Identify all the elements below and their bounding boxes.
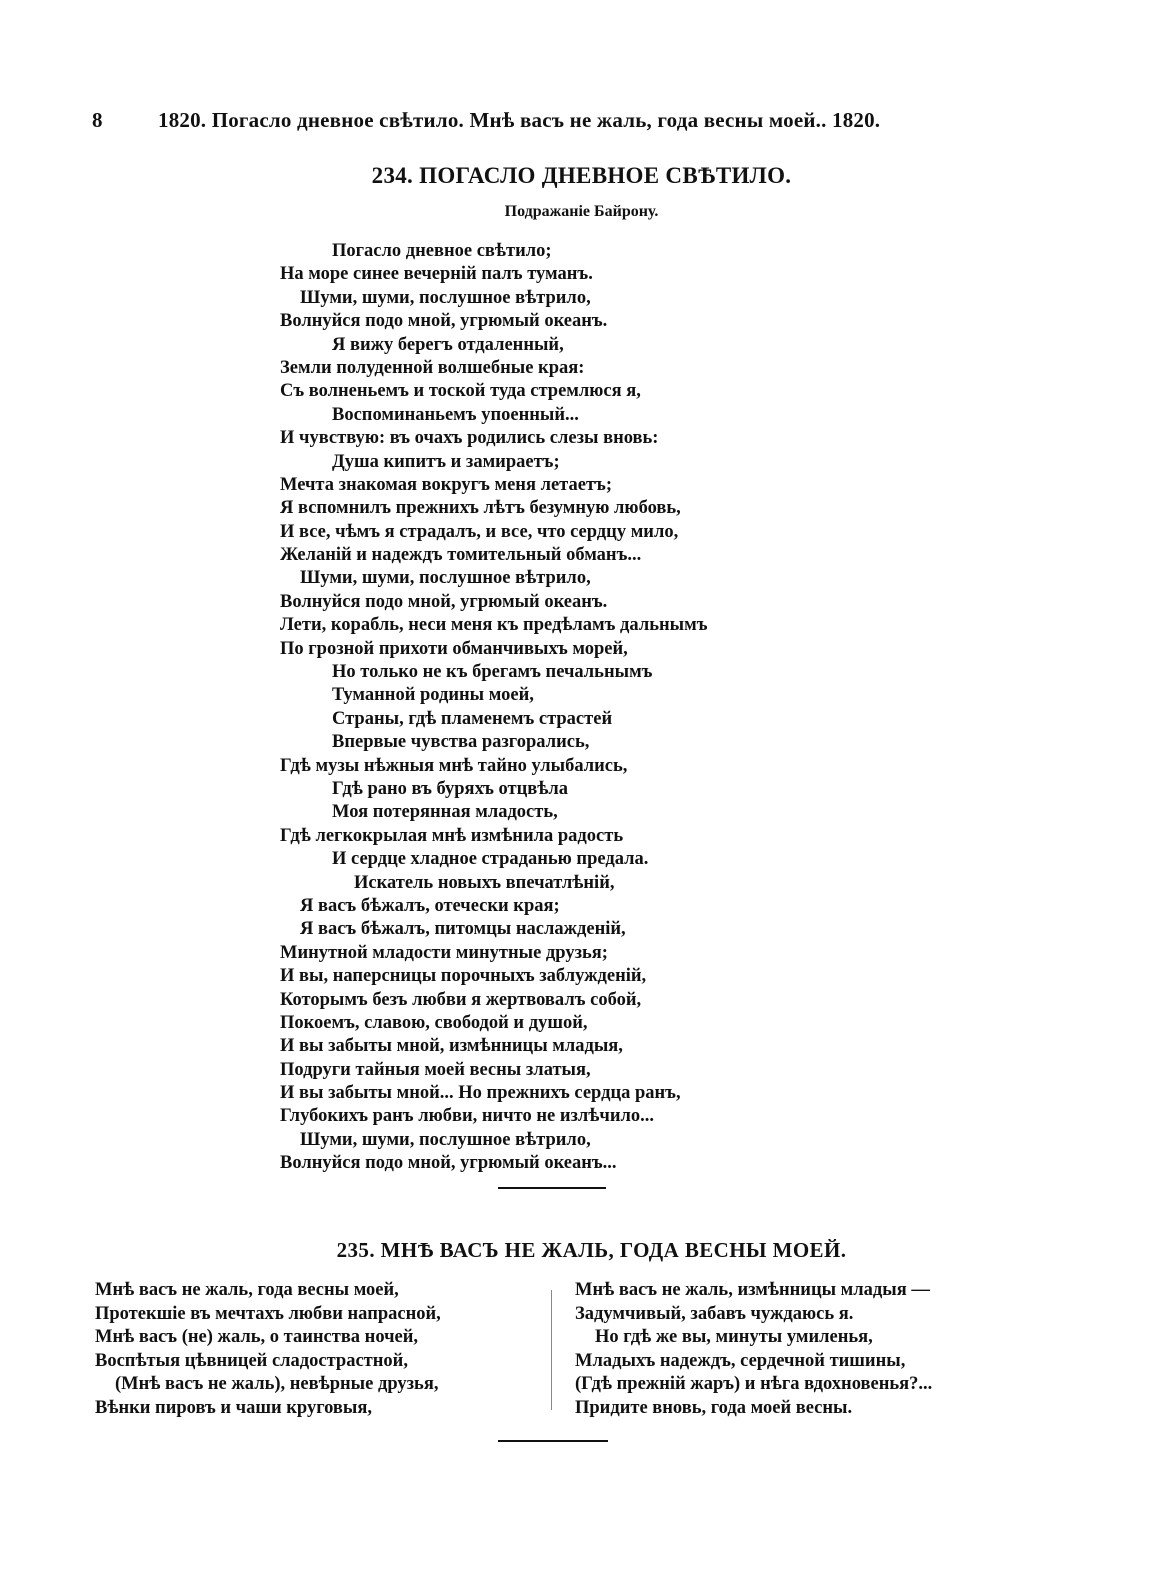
poem-line: Мнѣ васъ не жаль, года весны моей, <box>95 1280 399 1300</box>
poem-line: Впервые чувства разгорались, <box>332 732 590 753</box>
end-divider <box>498 1440 608 1442</box>
poem-line: Воспѣтыя цѣвницей сладострастной, <box>95 1350 408 1371</box>
poem-line: Гдѣ рано въ буряхъ отцвѣла <box>332 778 569 799</box>
poem-line: Волнуйся подо мной, угрюмый океанъ. <box>280 311 608 332</box>
running-title: 1820. Погасло дневное свѣтило. Мнѣ васъ не жаль, года весны моей.. 1820. <box>158 108 881 132</box>
poem-line: Туманной родины моей, <box>332 685 534 706</box>
poem-line: Я васъ бѣжалъ, отечески края; <box>300 895 560 916</box>
poem-line: Подруги тайныя моей весны златыя, <box>280 1059 591 1080</box>
poem-line: И все, чѣмъ я страдалъ, и все, что сердцу мило, <box>280 521 679 542</box>
poem-line: Душа кипитъ и замираетъ; <box>332 451 560 472</box>
poem-line: Протекшіе въ мечтахъ любви напрасной, <box>95 1303 441 1324</box>
poem-line: Которымъ безъ любви я жертвовалъ собой, <box>280 989 642 1010</box>
poem-line: Но гдѣ же вы, минуты умиленья, <box>595 1327 873 1348</box>
column-rule <box>551 1290 552 1410</box>
poem-line: Шуми, шуми, послушное вѣтрило, <box>300 568 591 589</box>
poem-line: Я вспомнилъ прежнихъ лѣтъ безумную любовь, <box>280 498 681 519</box>
poem-line: Съ волненьемъ и тоской туда стремлюся я, <box>280 381 641 402</box>
poem-line: И чувствую: въ очахъ родились слезы вновь: <box>280 428 659 449</box>
poem-line: Минутной младости минутные друзья; <box>280 942 608 963</box>
poem-line: На море синее вечерній палъ туманъ. <box>280 264 593 285</box>
poem-line: И сердце хладное страданью предала. <box>332 849 649 870</box>
poem-line: По грозной прихоти обманчивыхъ морей, <box>280 638 628 659</box>
poem-235-title: 235. МНѢ ВАСЪ НЕ ЖАЛЬ, ГОДА ВЕСНЫ МОЕЙ. <box>336 1238 847 1262</box>
poem-line: Я вижу берегъ отдаленный, <box>332 334 564 355</box>
poem-line: Младыхъ надеждъ, сердечной тишины, <box>575 1350 906 1371</box>
poem-line: (Мнѣ васъ не жаль), невѣрные друзья, <box>115 1374 439 1395</box>
poem-line: Лети, корабль, неси меня къ предѣламъ дальнымъ <box>280 615 708 636</box>
poem-line: Мнѣ васъ не жаль, измѣнницы младыя — <box>575 1280 930 1300</box>
poem-235-left-column <box>95 1279 535 1421</box>
poem-line: Вѣнки пировъ и чаши круговыя, <box>95 1397 373 1418</box>
poem-line: Волнуйся подо мной, угрюмый океанъ. <box>280 591 608 612</box>
poem-line: Искатель новыхъ впечатлѣній, <box>354 872 615 893</box>
poem-line: Шуми, шуми, послушное вѣтрило, <box>300 1129 591 1150</box>
poem-line: Но только не къ брегамъ печальнымъ <box>332 662 653 683</box>
poem-234-title: 234. ПОГАСЛО ДНЕВНОЕ СВѢТИЛО. <box>371 163 792 188</box>
poem-line: Глубокихъ ранъ любви, ничто не излѣчило... <box>280 1106 655 1127</box>
poem-line: Желаній и надеждъ томительный обманъ... <box>280 545 642 566</box>
poem-line: Шуми, шуми, послушное вѣтрило, <box>300 287 591 308</box>
poem-line: Земли полуденной волшебные края: <box>280 357 585 378</box>
poem-234-body <box>280 240 840 1176</box>
poem-235-right-column <box>575 1279 1035 1421</box>
poem-line: Гдѣ музы нѣжныя мнѣ тайно улыбались, <box>280 755 628 776</box>
poem-line: Придите вновь, года моей весны. <box>575 1397 853 1418</box>
poem-line: И вы забыты мной... Но прежнихъ сердца ранъ, <box>280 1083 681 1104</box>
poem-line: И вы, наперсницы порочныхъ заблужденій, <box>280 966 647 987</box>
poem-234-subtitle: Подражаніе Байрону. <box>504 203 659 220</box>
poem-line: Гдѣ легкокрылая мнѣ измѣнила радость <box>280 825 624 846</box>
poem-line: Погасло дневное свѣтило; <box>332 241 552 261</box>
poem-line: Моя потерянная младость, <box>332 802 558 823</box>
poem-line: (Гдѣ прежній жаръ) и нѣга вдохновенья?... <box>575 1374 933 1395</box>
poem-line: Покоемъ, славою, свободой и душой, <box>280 1012 588 1033</box>
poem-line: Волнуйся подо мной, угрюмый океанъ... <box>280 1153 617 1174</box>
poem-line: И вы забыты мной, измѣнницы младыя, <box>280 1036 623 1057</box>
running-head <box>92 108 972 133</box>
poem-line: Мечта знакомая вокругъ меня летаетъ; <box>280 474 612 495</box>
page-number: 8 <box>92 108 103 132</box>
poem-line: Я васъ бѣжалъ, питомцы наслажденій, <box>300 919 626 940</box>
poem-line: Задумчивый, забавъ чуждаюсь я. <box>575 1303 854 1324</box>
poem-line: Воспоминаньемъ упоенный... <box>332 404 579 425</box>
poem-line: Страны, гдѣ пламенемъ страстей <box>332 708 613 729</box>
poem-line: Мнѣ васъ (не) жаль, о таинства ночей, <box>95 1327 419 1348</box>
section-divider <box>498 1187 606 1189</box>
